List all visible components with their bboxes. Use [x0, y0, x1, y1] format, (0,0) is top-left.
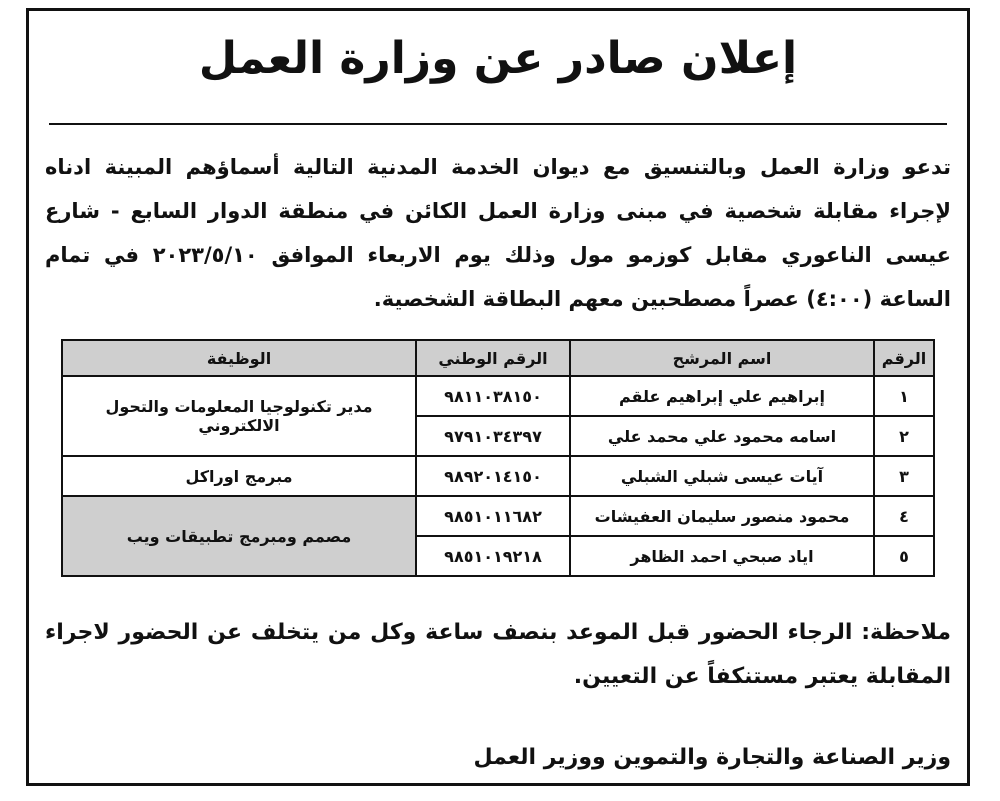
row-number: ٥	[874, 536, 934, 576]
announcement-frame	[26, 8, 970, 786]
row-number: ٤	[874, 496, 934, 536]
header-job: الوظيفة	[62, 340, 416, 376]
job-title: مصمم ومبرمج تطبيقات ويب	[62, 496, 416, 576]
announcement-title: إعلان صادر عن وزارة العمل	[198, 33, 798, 84]
national-id: ٩٨١١٠٣٨١٥٠	[416, 376, 570, 416]
candidate-name: محمود منصور سليمان العفيشات	[570, 496, 874, 536]
intro-paragraph: تدعو وزارة العمل وبالتنسيق مع ديوان الخدمة المدنية التالية أسماؤهم المبينة ادناه لإجراء مقابلة شخصية في مبنى وزارة العمل الكائن في منطقة الدوار السابع - شارع عيسى الناعوري مقابل كوزمو مول وذلك يوم الاربعاء الموافق ٢٠٢٣/٥/١٠ في تمام الساعة (٤:٠٠) عصراً مصطحبين معهم البطاقة الشخصية.	[45, 155, 952, 311]
job-title: مبرمج اوراكل	[62, 456, 416, 496]
table-header-row	[62, 340, 934, 376]
signature-line: وزير الصناعة والتجارة والتموين ووزير العمل	[473, 745, 951, 770]
candidates-table	[61, 339, 935, 577]
national-id: ٩٨٥١٠١٩٢١٨	[416, 536, 570, 576]
header-number: الرقم	[874, 340, 934, 376]
candidate-name: إبراهيم علي إبراهيم علقم	[570, 376, 874, 416]
candidate-name: آيات عيسى شبلي الشبلي	[570, 456, 874, 496]
header-candidate-name: اسم المرشح	[570, 340, 874, 376]
title-divider	[49, 123, 947, 125]
table-row	[62, 376, 934, 416]
note-paragraph: ملاحظة: الرجاء الحضور قبل الموعد بنصف ساعة وكل من يتخلف عن الحضور لاجراء المقابلة يعتبر مستنكفاً عن التعيين.	[45, 620, 951, 689]
candidates-table-wrapper	[61, 339, 935, 577]
header-national-id: الرقم الوطني	[416, 340, 570, 376]
candidate-name: اياد صبحي احمد الظاهر	[570, 536, 874, 576]
national-id: ٩٧٩١٠٣٤٣٩٧	[416, 416, 570, 456]
candidate-name: اسامه محمود علي محمد علي	[570, 416, 874, 456]
table-row	[62, 456, 934, 496]
row-number: ٢	[874, 416, 934, 456]
row-number: ١	[874, 376, 934, 416]
job-title: مدير تكنولوجيا المعلومات والتحول الالكتروني	[62, 376, 416, 456]
table-row	[62, 496, 934, 536]
national-id: ٩٨٩٢٠١٤١٥٠	[416, 456, 570, 496]
national-id: ٩٨٥١٠١١٦٨٢	[416, 496, 570, 536]
row-number: ٣	[874, 456, 934, 496]
